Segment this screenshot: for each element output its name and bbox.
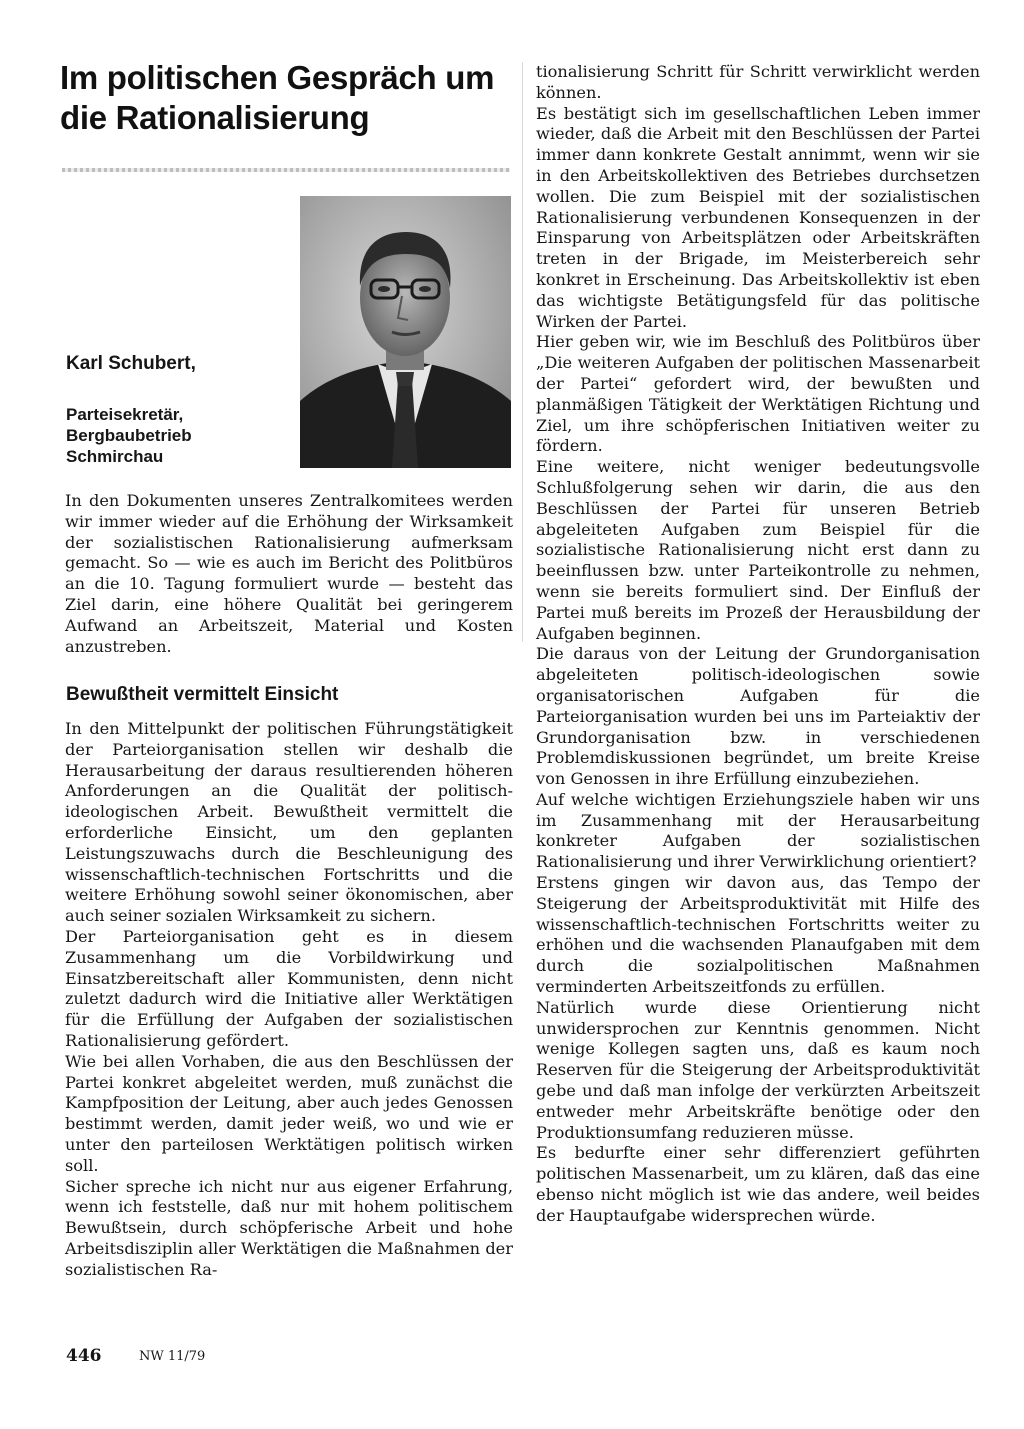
body-paragraph: Erstens gingen wir davon aus, das Tempo der Steigerung der Arbeitsproduktivität mit Hilfe des wissenschaftlich-technischen Fortschritts weiter zu erhöhen und die wachsenden Planaufgaben mit dem durch die sozialpolitischen Maßnahmen verminderten Arbeitszeitfonds zu erfüllen. bbox=[536, 873, 980, 997]
author-role-line: Bergbaubetrieb bbox=[66, 426, 192, 445]
body-paragraph: tionalisierung Schritt für Schritt verwirklicht werden können. bbox=[536, 62, 980, 102]
issue-label: NW 11/79 bbox=[139, 1349, 206, 1364]
headline-rule bbox=[62, 168, 510, 172]
body-paragraph: In den Mittelpunkt der politischen Führungstätigkeit der Parteiorganisation stellen wir deshalb die Herausarbeitung der daraus resultierenden höheren Anforderungen an die Qualität der politisch-ideologischen Arbeit. Bewußtheit vermittelt die erforderliche Einsicht, um den geplanten Leistungszuwachs durch die Beschleunigung des wissenschaftlich-technischen Fortschritts und die weitere Erhöhung sowohl seiner ökonomischen, aber auch seiner sozialen Wirksamkeit zu sichern. bbox=[65, 719, 513, 926]
section-subheading: Bewußtheit vermittelt Einsicht bbox=[66, 684, 339, 705]
body-paragraph: Es bedurfte einer sehr differenziert geführten politischen Massenarbeit, um zu klären, daß das eine ebenso nicht möglich ist wie das andere, weil beides der Hauptaufgabe widersprechen würde. bbox=[536, 1143, 980, 1225]
body-paragraph: Wie bei allen Vorhaben, die aus den Beschlüssen der Partei konkret abgeleitet werden, muß zunächst die Kampfposition der Leitung, aber auch jedes Genossen bestimmt werden, damit jeder weiß, wo und wie er unter den parteilosen Werktätigen politisch wirken soll. bbox=[65, 1051, 513, 1175]
author-role-line: Parteisekretär, bbox=[66, 405, 184, 424]
body-paragraph: Auf welche wichtigen Erziehungsziele haben wir uns im Zusammenhang mit der Herausarbeitung konkreter Aufgaben der sozialistischen Rationalisierung und ihrer Verwirklichung orientiert? bbox=[536, 789, 980, 872]
body-paragraph: Sicher spreche ich nicht nur aus eigener Erfahrung, wenn ich feststelle, daß nur mit hohem politischem Bewußtsein, durch schöpferische Arbeit und hohe Arbeitsdisziplin aller Werktätigen die Maßnahmen der sozialistischen Ra- bbox=[65, 1176, 513, 1279]
page-number: 446 bbox=[66, 1346, 102, 1366]
body-paragraph: Natürlich wurde diese Orientierung nicht unwidersprochen zur Kenntnis genommen. Nicht wenige Kollegen sagten uns, daß es kaum noch Reserven für die Steigerung der Arbeitsproduktivität gebe und daß man infolge der verkürzten Arbeitszeit entweder mehr Arbeitskräfte benötige oder den Produktionsumfang reduzieren müsse. bbox=[536, 997, 980, 1142]
lead-paragraph-block bbox=[65, 491, 513, 657]
author-role bbox=[66, 404, 291, 467]
author-photo bbox=[300, 196, 511, 468]
author-name: Karl Schubert, bbox=[66, 353, 196, 374]
lead-paragraph: In den Dokumenten unseres Zentralkomitees werden wir immer wieder auf die Erhöhung der Wirksamkeit der sozialistischen Rationalisierung aufmerksam gemacht. So — wie es auch im Bericht des Politbüros an die 10. Tagung formuliert wurde — besteht das Ziel darin, eine höhere Qualität bei geringerem Aufwand an Arbeitszeit, Material und Kosten anzustreben. bbox=[65, 491, 513, 656]
right-column bbox=[536, 62, 980, 1227]
article-headline: Im politischen Gespräch um die Rationalisierung bbox=[60, 59, 495, 136]
body-paragraph: Der Parteiorganisation geht es in diesem Zusammenhang um die Vorbildwirkung und Einsatzbereitschaft aller Kommunisten, denn nicht zuletzt dadurch wird die Initiative aller Werktätigen für die Erfüllung der Aufgaben der sozialistischen Rationalisierung gefördert. bbox=[65, 926, 513, 1050]
left-column bbox=[65, 719, 513, 1281]
body-paragraph: Es bestätigt sich im gesellschaftlichen Leben immer wieder, daß die Arbeit mit den Beschlüssen der Partei immer dann konkrete Gestalt annimmt, wenn wir sie in den Arbeitskollektiven des Betriebes durchsetzen wollen. Die zum Beispiel mit der sozialistischen Rationalisierung verbundenen Konsequenzen in der Einsparung von Arbeitsplätzen oder Arbeitskräften treten in der Brigade, im Meisterbereich sehr konkret in Erscheinung. Das Arbeitskollektiv ist eben das wichtigste Betätigungsfeld für das politische Wirken der Partei. bbox=[536, 103, 980, 331]
body-paragraph: Die daraus von der Leitung der Grundorganisation abgeleiteten politisch-ideologischen sowie organisatorischen Aufgaben für die Parteiorganisation wurden bei uns im Parteiaktiv der Grundorganisation bzw. in verschiedenen Problemdiskussionen begründet, um breite Kreise von Genossen in ihre Erfüllung einzubeziehen. bbox=[536, 644, 980, 789]
column-divider bbox=[522, 62, 523, 642]
author-role-line: Schmirchau bbox=[66, 447, 164, 466]
body-paragraph: Eine weitere, nicht weniger bedeutungsvolle Schlußfolgerung sehen wir darin, die aus den Beschlüssen der Partei für unseren Betrieb abgeleiteten Aufgaben zum Beispiel für die sozialistische Rationalisierung nicht erst dann zu beeinflussen bzw. unter Parteikontrolle zu nehmen, wenn sie bereits formuliert sind. Der Einfluß der Partei muß bereits im Prozeß der Herausbildung der Aufgaben beginnen. bbox=[536, 457, 980, 643]
body-paragraph: Hier geben wir, wie im Beschluß des Politbüros über „Die weiteren Aufgaben der politischen Massenarbeit der Partei“ gefordert wird, der bewußten und planmäßigen Tätigkeit der Werktätigen Richtung und Ziel, um ihre schöpferischen Initiativen weiter zu fördern. bbox=[536, 332, 980, 456]
